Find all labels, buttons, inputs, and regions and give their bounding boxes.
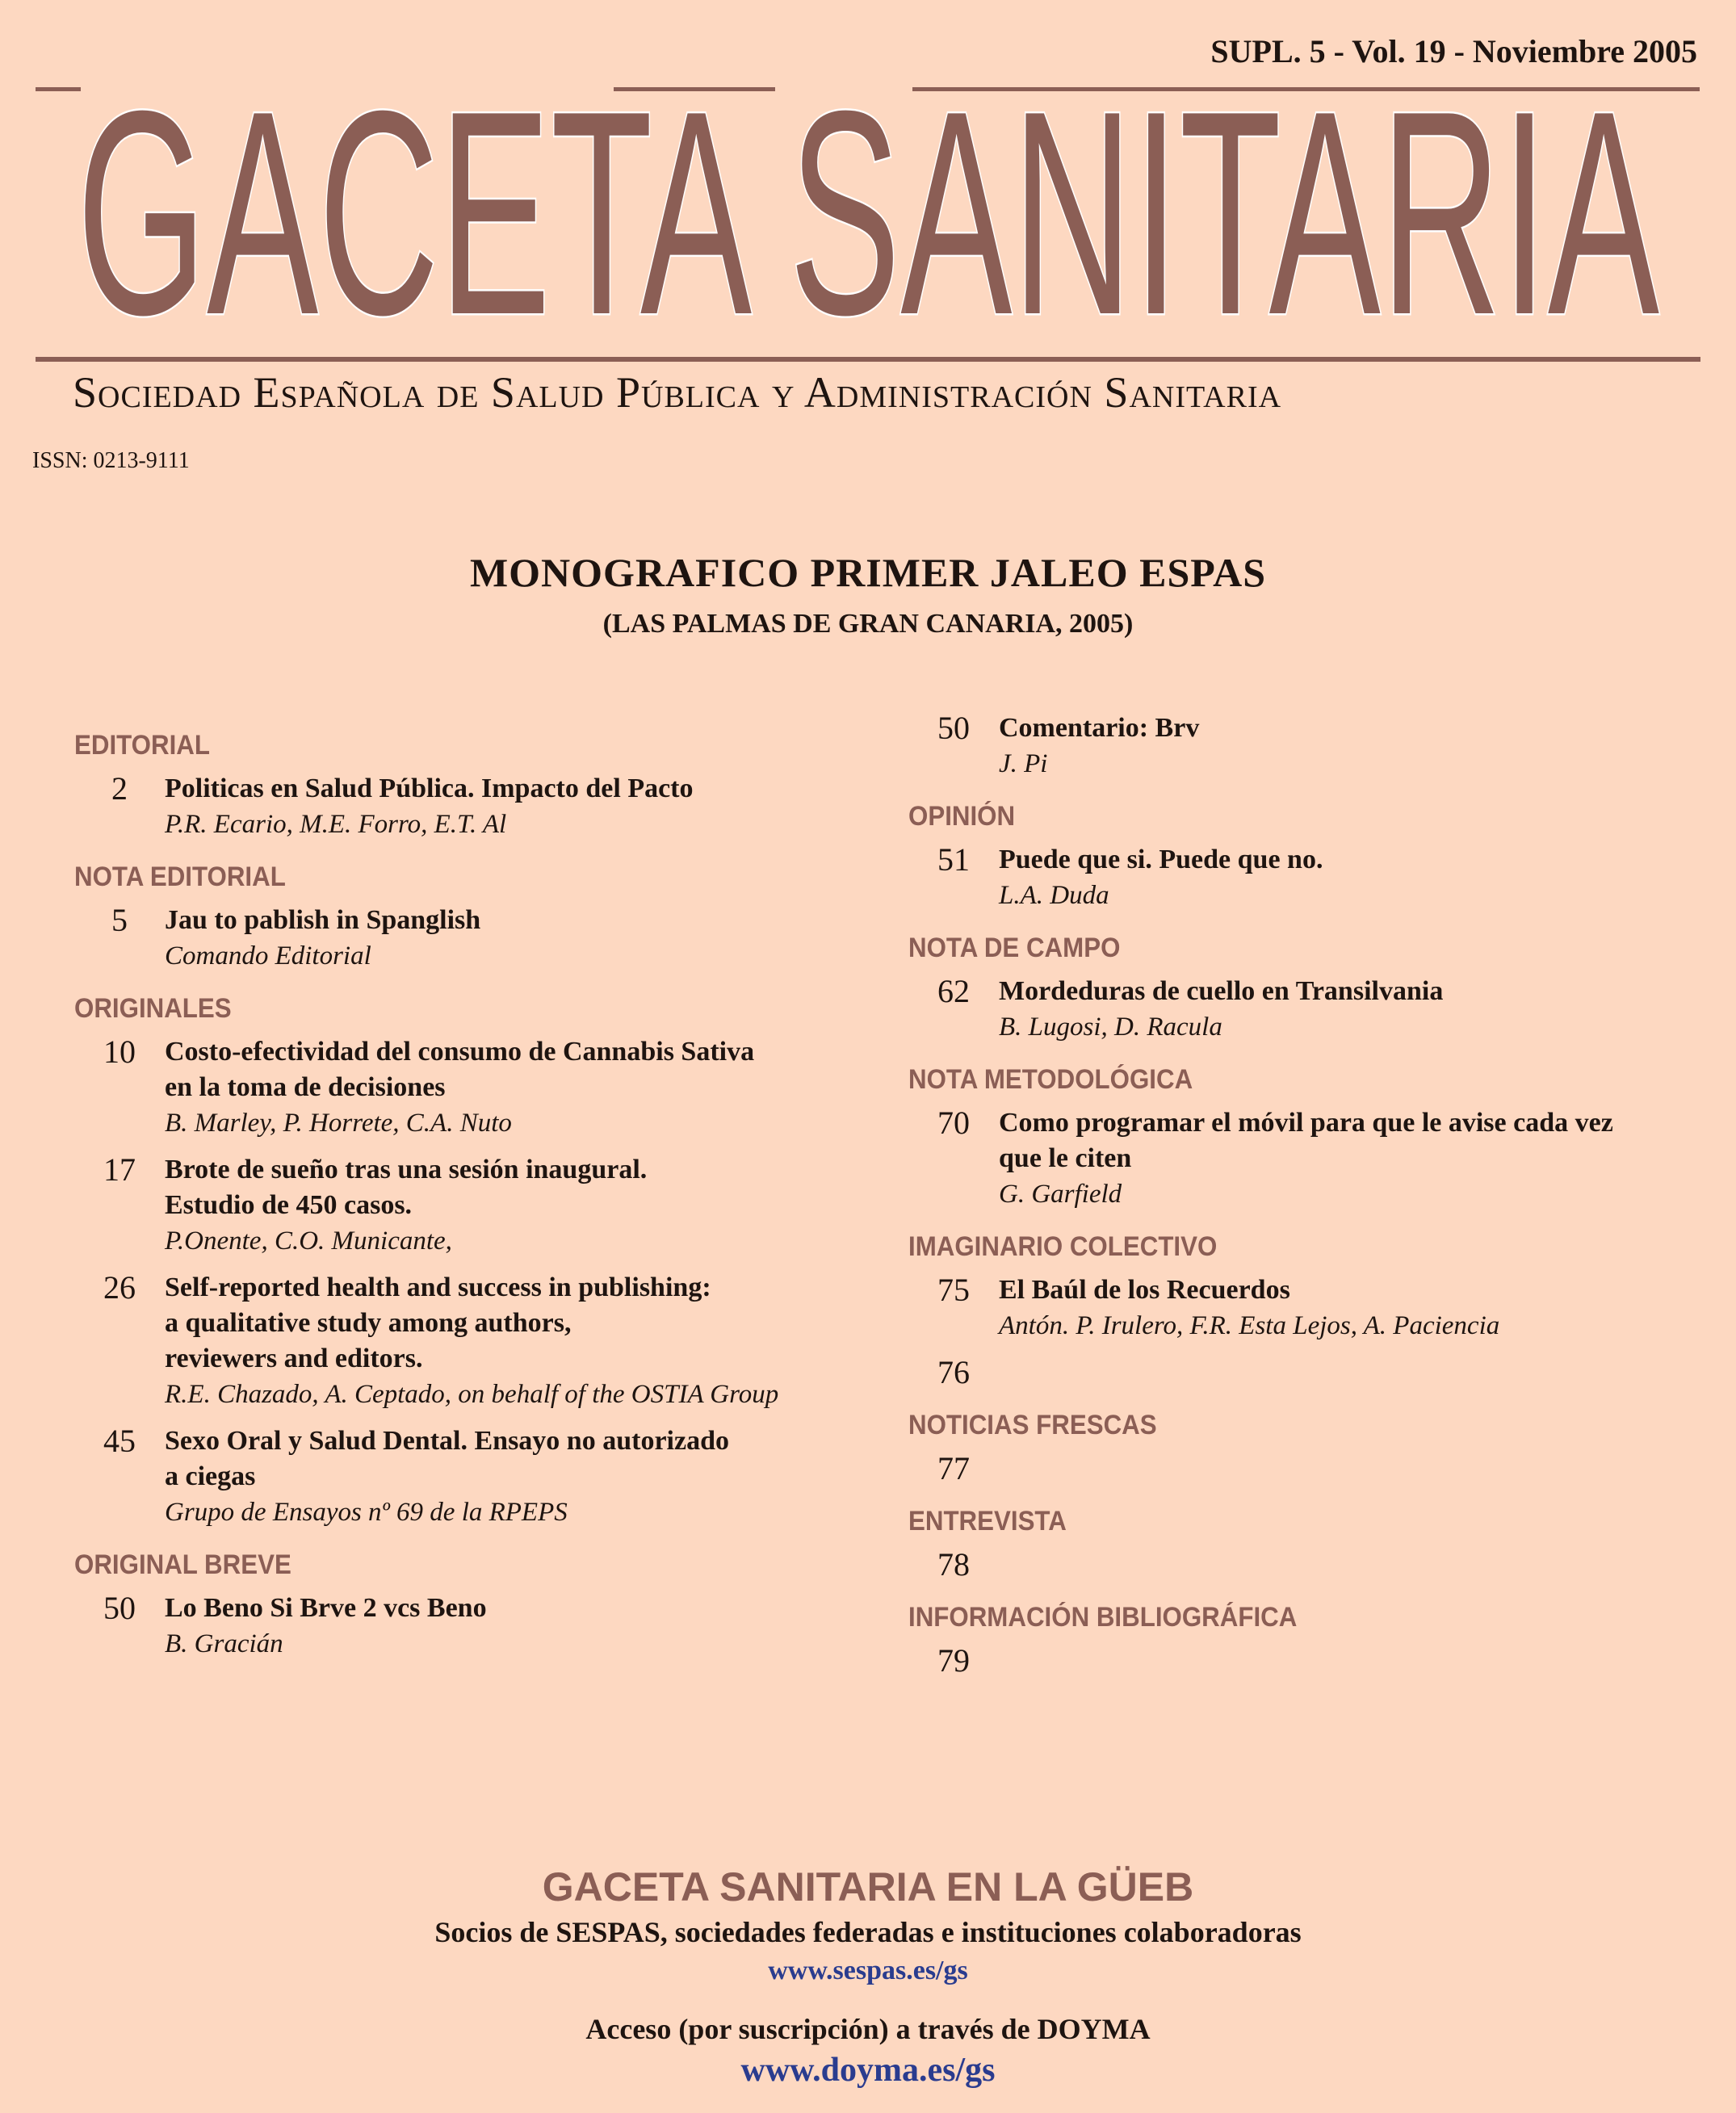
page-number: 77 [937,1450,970,1486]
toc-section [908,1602,1716,1679]
footer-access-line: Acceso (por suscripción) a través de DOYMA [585,2013,1151,2045]
page-number: 75 [937,1272,970,1308]
masthead-underline [36,357,1700,362]
entry-body [999,1272,1716,1344]
footer-title: GACETA SANITARIA EN LA GÜEB [542,1864,1194,1910]
entry-body [999,1105,1716,1212]
section-heading: ENTREVISTA [908,1506,1067,1537]
toc-entry[interactable] [908,711,1716,782]
article-authors: B. Lugosi, D. Racula [999,1012,1222,1042]
article-authors: Antón. P. Irulero, F.R. Esta Lejos, A. Paciencia [999,1311,1500,1340]
toc-entry[interactable] [74,1591,882,1662]
article-authors: P.Onente, C.O. Municante, [165,1226,452,1256]
article-authors: R.E. Chazado, A. Ceptado, on behalf of the OSTIA Group [165,1380,779,1409]
article-title: Jau to pablish in Spanglish [165,905,481,935]
toc-entry[interactable] [908,1547,1716,1583]
page-number: 10 [103,1033,136,1070]
entry-body [999,711,1716,782]
toc-entry[interactable] [908,1272,1716,1344]
article-authors: Grupo de Ensayos nº 69 de la RPEPS [165,1498,568,1527]
section-heading: NOTA EDITORIAL [74,862,286,892]
toc-entry[interactable] [74,771,882,842]
supplement-info: SUPL. 5 - Vol. 19 - Noviembre 2005 [1210,33,1697,69]
page-number: 50 [937,710,970,746]
toc-entry[interactable] [908,1451,1716,1486]
masthead-svg [0,31,1736,354]
section-heading: EDITORIAL [74,730,211,761]
article-title: Costo-efectividad del consumo de Cannabis Sativa en la toma de decisiones [165,1037,755,1102]
toc-entry[interactable] [74,1423,882,1530]
page-number: 62 [937,973,970,1009]
doyma-link[interactable]: www.doyma.es/gs [740,2052,996,2089]
article-authors: Comando Editorial [165,941,371,971]
toc-entry[interactable] [74,1034,882,1141]
page-number: 2 [111,770,128,807]
section-heading: NOTA DE CAMPO [908,933,1121,963]
toc-entry[interactable] [908,1643,1716,1679]
page-number: 17 [103,1151,136,1188]
toc-section [908,1231,1716,1390]
article-authors: P.R. Ecario, M.E. Forro, E.T. Al [165,810,507,839]
article-authors: J. Pi [999,749,1048,778]
article-title: Self-reported health and success in publishing: a qualitative study among authors, reviewers and editors. [165,1272,711,1373]
page-number: 50 [103,1590,136,1626]
article-title: Politicas en Salud Pública. Impacto del Pacto [165,774,694,803]
toc-section [74,862,882,974]
article-title: Lo Beno Si Brve 2 vcs Beno [165,1593,487,1623]
journal-masthead [0,31,1736,354]
entry-body [165,903,882,974]
journal-title: GACETA SANITARIA [77,51,1661,354]
article-title: Comentario: Brv [999,713,1200,743]
entry-body [165,1423,882,1530]
section-heading: ORIGINAL BREVE [74,1549,291,1580]
page-number: 79 [937,1642,970,1679]
article-title: Brote de sueño tras una sesión inaugural. Estudio de 450 casos. [165,1155,648,1220]
page-number: 5 [111,902,128,938]
toc-section [908,801,1716,913]
toc-section [908,1064,1716,1212]
article-title: Sexo Oral y Salud Dental. Ensayo no autorizado a ciegas [165,1426,729,1491]
entry-body [165,1270,882,1412]
entry-body [165,771,882,842]
section-heading: OPINIÓN [908,801,1016,832]
toc-section [74,1549,882,1662]
article-authors: B. Marley, P. Horrete, C.A. Nuto [165,1109,512,1138]
toc-section [908,933,1716,1045]
toc-section [74,730,882,842]
sespas-link[interactable]: www.sespas.es/gs [768,1956,968,1985]
article-authors: B. Gracián [165,1629,283,1658]
section-heading: INFORMACIÓN BIBLIOGRÁFICA [908,1602,1298,1633]
monograph-subtitle: (LAS PALMAS DE GRAN CANARIA, 2005) [602,609,1134,639]
article-title: Mordeduras de cuello en Transilvania [999,976,1444,1006]
entry-body [165,1034,882,1141]
entry-body [999,974,1716,1045]
page-number: 51 [937,841,970,878]
page-number: 70 [937,1105,970,1141]
article-authors: L.A. Duda [999,881,1109,910]
article-authors: G. Garfield [999,1180,1122,1209]
section-heading: NOTICIAS FRESCAS [908,1410,1157,1440]
toc-entry[interactable] [908,1355,1716,1390]
section-heading: NOTA METODOLÓGICA [908,1064,1193,1095]
article-title: Puede que si. Puede que no. [999,845,1323,874]
article-title: Como programar el móvil para que le avise cada vez que le citen [999,1108,1613,1173]
toc-right-column [908,711,1716,1690]
footer-members-line: Socios de SESPAS, sociedades federadas e instituciones colaboradoras [434,1916,1302,1948]
toc-section [908,711,1716,782]
toc-entry[interactable] [908,1105,1716,1212]
monograph-title: MONOGRAFICO PRIMER JALEO ESPAS [469,550,1267,595]
society-name: Sociedad Española de Salud Pública y Administración Sanitaria [73,368,1282,417]
toc-entry[interactable] [74,1270,882,1412]
toc-section [908,1410,1716,1486]
toc-entry[interactable] [74,903,882,974]
issn: ISSN: 0213-9111 [32,448,190,473]
toc-entry[interactable] [74,1152,882,1259]
entry-body [165,1591,882,1662]
toc-entry[interactable] [908,974,1716,1045]
toc-section [908,1506,1716,1583]
section-heading: IMAGINARIO COLECTIVO [908,1231,1218,1262]
section-heading: ORIGINALES [74,993,232,1024]
toc-section [74,993,882,1530]
page-number: 26 [103,1269,136,1306]
page-number: 78 [937,1546,970,1583]
toc-entry[interactable] [908,842,1716,913]
page-number: 45 [103,1423,136,1459]
page-number: 76 [937,1354,970,1390]
entry-body [165,1152,882,1259]
article-title: El Baúl de los Recuerdos [999,1275,1290,1305]
toc-left-column [74,711,882,1673]
entry-body [999,842,1716,913]
